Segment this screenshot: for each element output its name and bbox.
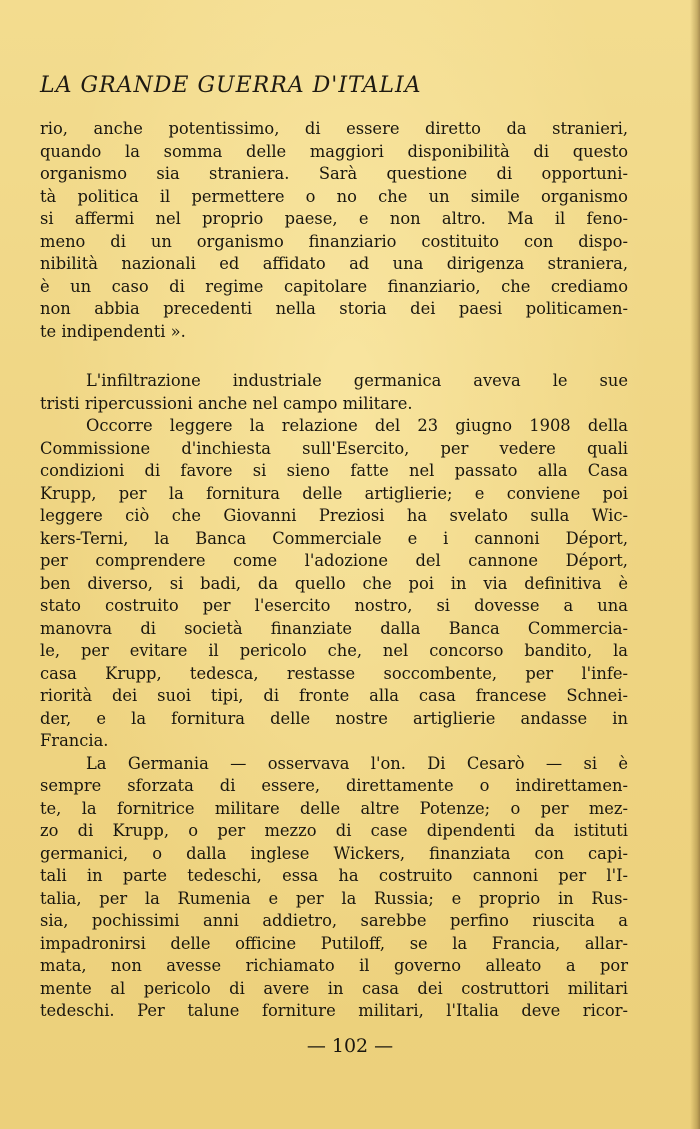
paragraph — [40, 753, 628, 1023]
text-line: leggere ciò che Giovanni Preziosi ha svelato sulla Wic- — [40, 506, 628, 525]
text-line: der, e la fornitura delle nostre artiglierie andasse in — [40, 708, 628, 728]
text-line: Occorre leggere la relazione del 23 giugno 1908 della — [86, 416, 628, 435]
text-line: talia, per la Rumenia e per la Russia; e proprio in Rus- — [40, 888, 628, 908]
text-line: rio, anche potentissimo, di essere diretto da stranieri, — [40, 119, 628, 138]
text-line: tà politica il permettere o no che un simile organismo — [40, 186, 628, 206]
text-line: sia, pochissimi anni addietro, sarebbe perfino riuscita a — [40, 911, 628, 930]
text-line: organismo sia straniera. Sarà questione di opportuni- — [40, 164, 628, 183]
text-line: stato costruito per l'esercito nostro, si dovesse a una — [40, 596, 628, 615]
text-line: impadronirsi delle officine Putiloff, se la Francia, allar- — [40, 933, 628, 953]
text-line: sempre sforzata di essere, direttamente o indirettamen- — [40, 776, 628, 795]
text-line: manovra di società finanziate dalla Banca Commercia- — [40, 618, 628, 638]
text-line: non abbia precedenti nella storia dei paesi politicamen- — [40, 299, 628, 318]
text-line: La Germania — osservava l'on. Di Cesarò — si è — [86, 753, 628, 773]
text-line: quando la somma delle maggiori disponibilità di questo — [40, 141, 628, 161]
body-text — [40, 118, 628, 1023]
text-line: tedeschi. Per talune forniture militari, l'Italia deve ricor- — [40, 1001, 628, 1020]
text-line: te indipendenti ». — [40, 321, 186, 341]
text-line: casa Krupp, tedesca, restasse soccombente, per l'infe- — [40, 663, 628, 683]
text-line: meno di un organismo finanziario costituito con dispo- — [40, 231, 628, 251]
text-line: L'infiltrazione industriale germanica aveva le sue — [86, 371, 628, 390]
paragraph — [40, 118, 628, 343]
paragraph-gap — [40, 343, 628, 370]
text-line: tali in parte tedeschi, essa ha costruito cannoni per l'I- — [40, 866, 628, 885]
text-line: ben diverso, si badi, da quello che poi in via definitiva è — [40, 573, 628, 593]
page-number: — 102 — — [306, 1035, 394, 1057]
text-line: condizioni di favore si sieno fatte nel passato alla Casa — [40, 461, 628, 480]
text-line: Krupp, per la fornitura delle artiglierie; e conviene poi — [40, 483, 628, 503]
text-line: nibilità nazionali ed affidato ad una dirigenza straniera, — [40, 254, 628, 273]
text-line: te, la fornitrice militare delle altre Potenze; o per mez- — [40, 798, 628, 818]
text-line: zo di Krupp, o per mezzo di case dipendenti da istituti — [40, 821, 628, 840]
text-line: tristi ripercussioni anche nel campo militare. — [40, 393, 413, 413]
text-line: le, per evitare il pericolo che, nel concorso bandito, la — [40, 641, 628, 660]
page-edge-shadow — [690, 0, 700, 1129]
paragraph — [40, 370, 628, 415]
paragraph — [40, 415, 628, 753]
text-line: riorità dei suoi tipi, di fronte alla casa francese Schnei- — [40, 686, 628, 705]
text-line: si affermi nel proprio paese, e non altro. Ma il feno- — [40, 209, 628, 228]
text-line: è un caso di regime capitolare finanziario, che crediamo — [40, 276, 628, 296]
text-line: per comprendere come l'adozione del cannone Déport, — [40, 551, 628, 570]
text-line: Francia. — [40, 731, 109, 750]
running-head: LA GRANDE GUERRA D'ITALIA — [40, 73, 422, 98]
text-line: germanici, o dalla inglese Wickers, finanziata con capi- — [40, 843, 628, 863]
text-line: kers-Terni, la Banca Commerciale e i cannoni Déport, — [40, 528, 628, 548]
text-line: mente al pericolo di avere in casa dei costruttori militari — [40, 978, 628, 998]
text-line: mata, non avesse richiamato il governo alleato a por — [40, 956, 628, 975]
text-line: Commissione d'inchiesta sull'Esercito, per vedere quali — [40, 438, 628, 458]
